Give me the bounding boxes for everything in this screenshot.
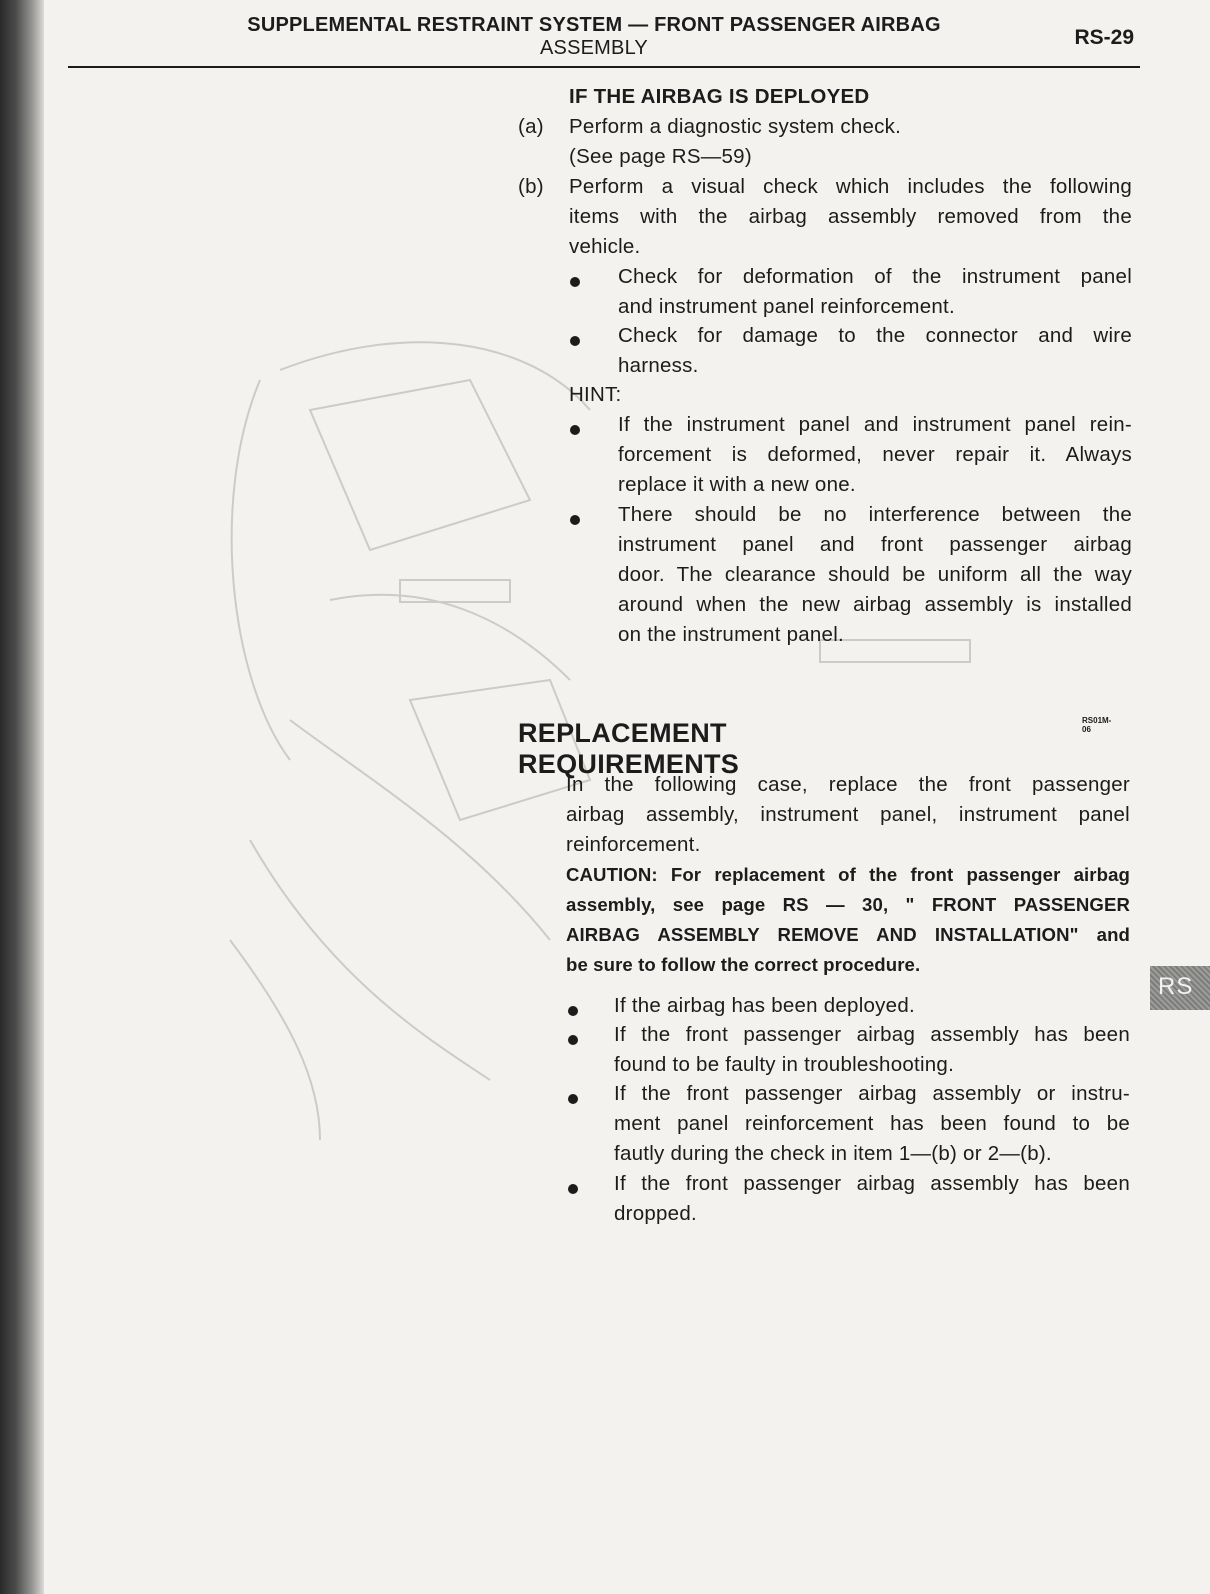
intro-line: airbag assembly, instrument panel, instrument panel <box>566 803 1130 826</box>
bullet-icon <box>568 1094 578 1104</box>
hint-bullet-line: There should be no interference between the <box>618 503 1132 526</box>
bullet-icon <box>568 1035 578 1045</box>
hint-bullet-line: door. The clearance should be uniform all the way <box>618 563 1132 586</box>
step-b-label: (b) <box>518 175 544 198</box>
replacement-bullet-line: If the front passenger airbag assembly has been <box>614 1023 1130 1046</box>
replacement-bullet-line: ment panel reinforcement has been found to be <box>614 1112 1130 1135</box>
replacement-bullet-line: fautly during the check in item 1—(b) or 2—(b). <box>614 1142 1052 1165</box>
replacement-bullet-line: If the front passenger airbag assembly has been <box>614 1172 1130 1195</box>
hint-bullet-line: on the instrument panel. <box>618 623 844 646</box>
bullet-icon <box>570 277 580 287</box>
replacement-bullet-line: If the airbag has been deployed. <box>614 994 915 1017</box>
step-a-line: (See page RS—59) <box>569 145 752 168</box>
step-a-label: (a) <box>518 115 544 138</box>
step-b-bullet-line: and instrument panel reinforcement. <box>618 295 955 318</box>
step-a-line: Perform a diagnostic system check. <box>569 115 902 138</box>
step-b-bullet-line: Check for damage to the connector and wire <box>618 324 1132 347</box>
section-tab <box>1150 966 1210 1010</box>
replacement-bullet-line: If the front passenger airbag assembly or instru- <box>614 1082 1130 1105</box>
intro-line: reinforcement. <box>566 833 701 856</box>
replacement-bullet-line: dropped. <box>614 1202 697 1225</box>
header-title <box>214 14 974 60</box>
page-header <box>68 10 1140 68</box>
page-number: RS-29 <box>1074 26 1134 49</box>
step-b-line: vehicle. <box>569 235 641 258</box>
section-title: REPLACEMENT REQUIREMENTS <box>518 718 740 779</box>
caution-line: AIRBAG ASSEMBLY REMOVE AND INSTALLATION" and <box>566 924 1130 945</box>
hint-bullet-line: forcement is deformed, never repair it. Always <box>618 443 1132 466</box>
step-b-line: items with the airbag assembly removed from the <box>569 205 1132 228</box>
scan-binding-edge <box>0 0 44 1594</box>
section-code: RS01M-06 <box>1082 716 1112 734</box>
hint-label: HINT: <box>569 383 622 406</box>
deployed-heading: IF THE AIRBAG IS DEPLOYED <box>569 85 870 108</box>
replacement-bullet-line: found to be faulty in troubleshooting. <box>614 1053 955 1076</box>
hint-bullet-line: replace it with a new one. <box>618 473 856 496</box>
bullet-icon <box>570 336 580 346</box>
bullet-icon <box>568 1184 578 1194</box>
header-title-line2: ASSEMBLY <box>540 37 648 59</box>
hint-bullet-line: If the instrument panel and instrument panel rein- <box>618 413 1132 436</box>
caution-line: CAUTION: For replacement of the front passenger airbag <box>566 864 1130 885</box>
hint-bullet-line: instrument panel and front passenger airbag <box>618 533 1132 556</box>
step-b-line: Perform a visual check which includes the following <box>569 175 1132 198</box>
intro-line: In the following case, replace the front passenger <box>566 773 1130 796</box>
hint-bullet-line: around when the new airbag assembly is installed <box>618 593 1132 616</box>
caution-line: assembly, see page RS — 30, " FRONT PASSENGER <box>566 894 1130 915</box>
section-tab-label: RS <box>1158 973 1194 1000</box>
step-b-bullet-line: Check for deformation of the instrument panel <box>618 265 1132 288</box>
step-b-bullet-line: harness. <box>618 354 699 377</box>
bullet-icon <box>570 515 580 525</box>
bullet-icon <box>570 425 580 435</box>
caution-line: be sure to follow the correct procedure. <box>566 954 921 975</box>
header-title-line1: SUPPLEMENTAL RESTRAINT SYSTEM — FRONT PASSENGER AIRBAG <box>247 14 941 36</box>
bullet-icon <box>568 1006 578 1016</box>
